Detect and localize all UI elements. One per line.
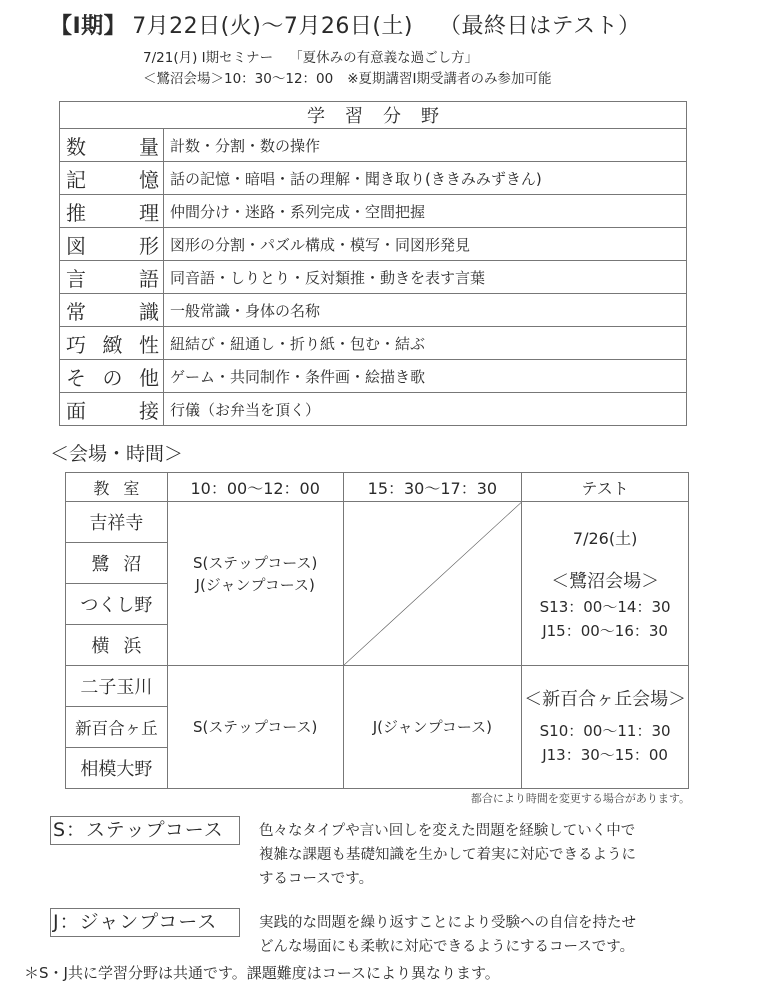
room-name: 吉祥寺: [66, 502, 168, 543]
table-row: [60, 129, 687, 162]
field-label: 記 憶: [66, 167, 159, 192]
column-header-test: テスト: [522, 473, 689, 502]
column-header-slot1: 10：00～12：00: [167, 473, 343, 502]
period-dates: 7月22日(火)～7月26日(土): [132, 14, 414, 39]
field-desc: 一般常識・身体の名称: [164, 294, 687, 327]
room-name: 横浜: [66, 625, 168, 666]
field-desc: 計数・分割・数の操作: [164, 129, 687, 162]
column-header-slot2: 15：30～17：30: [343, 473, 522, 502]
seminar-date: 7/21(月) Ⅰ期セミナー: [143, 50, 274, 66]
table-row: [60, 261, 687, 294]
seminar-line-1: [143, 48, 478, 68]
seminar-title: 「夏休みの有意義な過ごし方」: [289, 50, 479, 66]
schedule-table: [65, 472, 689, 789]
step-course-description: 色々なタイプや言い回しを変えた問題を経験していく中で 複雑な課題も基礎知識を生かして着実に対応できるように するコースです。: [259, 823, 636, 887]
seminar-line-2: [143, 69, 552, 89]
table-row: [60, 294, 687, 327]
room-name: 鷺沼: [66, 543, 168, 584]
field-desc: 紐結び・紐通し・折り紙・包む・結ぶ: [164, 327, 687, 360]
table-row: [60, 360, 687, 393]
field-label: そ の 他: [66, 365, 159, 390]
field-desc: 話の記憶・暗唱・話の理解・聞き取り(ききみみずきん): [164, 162, 687, 195]
table-row: [66, 502, 689, 543]
field-label: 図 形: [66, 233, 159, 258]
room-name: 二子玉川: [66, 666, 168, 707]
table-row: [60, 327, 687, 360]
venue-section-title: ＜会場・時間＞: [50, 443, 184, 465]
schedule-change-note: 都合により時間を変更する場合があります。: [470, 792, 690, 805]
field-desc: 同音語・しりとり・反対類推・動きを表す言葉: [164, 261, 687, 294]
seminar-note: ※夏期講習Ⅰ期受講者のみ参加可能: [347, 71, 552, 87]
group2-slot1: S(ステップコース): [167, 666, 343, 789]
table-row: [60, 195, 687, 228]
field-label: 面 接: [66, 398, 159, 423]
learning-fields-table: [59, 101, 687, 426]
table-row: [60, 162, 687, 195]
period-note: （最終日はテスト）: [439, 14, 641, 39]
period-label: 【Ⅰ期】: [50, 14, 127, 39]
table-row: [60, 393, 687, 426]
schedule-header-row: [66, 473, 689, 502]
field-label: 数 量: [66, 134, 159, 159]
footnote: ＊S・J共に学習分野は共通です。課題難度はコースにより異なります。: [24, 964, 500, 982]
field-label: 推 理: [66, 200, 159, 225]
group1-slot2-empty: [343, 502, 522, 666]
step-course-label: S：ステップコース: [50, 816, 240, 845]
field-desc: 図形の分割・パズル構成・模写・同図形発見: [164, 228, 687, 261]
group2-test: ＜新百合ヶ丘会場＞ S10：00～11：30 J13：30～15：00: [522, 666, 689, 789]
room-name: 新百合ヶ丘: [66, 707, 168, 748]
field-label: 常 識: [66, 299, 159, 324]
diagonal-line-icon: [344, 502, 522, 665]
group1-test: 7/26(土) ＜鷺沼会場＞ S13：00～14：30 J15：00～16：30: [522, 502, 689, 666]
fields-table-header: 学習分野: [60, 102, 687, 129]
table-row: [60, 228, 687, 261]
field-desc: 行儀（お弁当を頂く）: [164, 393, 687, 426]
seminar-venue-time: ＜鷺沼会場＞10：30～12：00: [143, 71, 334, 87]
room-name: つくし野: [66, 584, 168, 625]
column-header-room: 教室: [66, 473, 168, 502]
field-label: 言 語: [66, 266, 159, 291]
field-label: 巧 緻 性: [66, 332, 159, 357]
group2-slot2: J(ジャンプコース): [343, 666, 522, 789]
jump-course-description: 実践的な問題を繰り返すことにより受験への自信を持たせ どんな場面にも柔軟に対応できるようにするコースです。: [259, 915, 636, 955]
field-desc: ゲーム・共同制作・条件画・絵描き歌: [164, 360, 687, 393]
table-row: [66, 666, 689, 707]
page-title: [50, 12, 641, 42]
room-name: 相模大野: [66, 748, 168, 789]
jump-course-label: J：ジャンプコース: [50, 908, 240, 937]
field-desc: 仲間分け・迷路・系列完成・空間把握: [164, 195, 687, 228]
group1-slot1: S(ステップコース) J(ジャンプコース): [167, 502, 343, 666]
